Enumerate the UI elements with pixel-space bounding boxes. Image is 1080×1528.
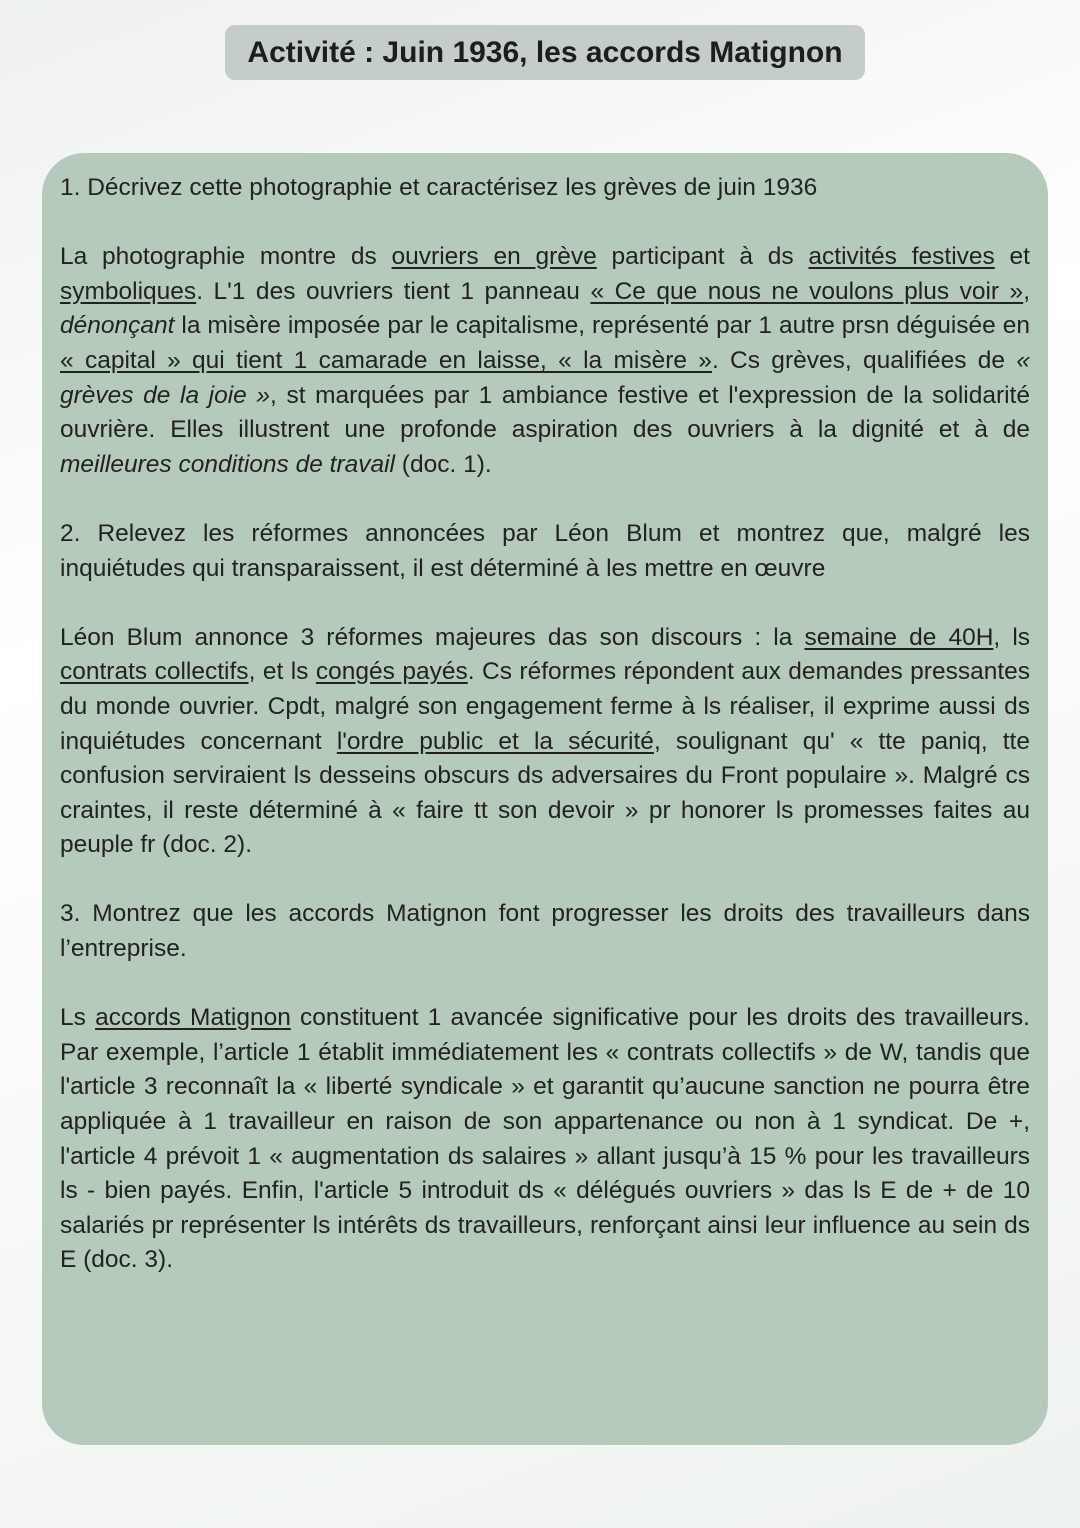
underlined-text: symboliques [60, 277, 197, 305]
answer-3 [60, 1001, 1030, 1278]
text-segment: La photographie montre ds [60, 243, 392, 271]
underlined-text: congés payés [315, 658, 468, 686]
text-segment: la misère imposée par le capitalisme, représenté par 1 autre prsn déguisée en [174, 312, 1030, 340]
question-2 [60, 517, 1030, 586]
underlined-text: ouvriers en grève [391, 243, 597, 271]
text-segment: 3. Montrez que les accords Matignon font progresser les droits des travailleurs dans l’entreprise. [60, 900, 1030, 963]
answer-content [60, 171, 1030, 1313]
text-segment: . Cs grèves, qualifiées de [711, 346, 1017, 374]
italic-text: « grèves de la joie » [60, 346, 1030, 409]
text-segment: , et ls [248, 658, 316, 686]
text-segment: constituent 1 avancée significative pour les droits des travailleurs. Par exemple, l’article 1 établit immédiatement les « contrats collectifs » de W, tandis que l'article 3 reconnaît la « liberté syndicale » et garantit qu’aucune sanction ne pourra être appliquée à 1 travailleur en raison de son appartenance ou non à 1 syndicat. De +, l'article 4 prévoit 1 « augmentation ds salaires » allant jusqu’à 15 % pour les travailleurs ls - bien payés. Enfin, l'article 5 introduit ds « délégués ouvriers » das ls E de + de 10 salariés pr représenter ls intérêts ds travailleurs, renforçant ainsi leur influence au sein ds E (doc. 3). [60, 1004, 1030, 1274]
underlined-text: semaine de 40H [804, 623, 994, 651]
text-segment: Ls [60, 1004, 96, 1032]
text-segment: 2. Relevez les réformes annoncées par Léon Blum et montrez que, malgré les inquiétudes qui transparaissent, il est déterminé à les mettre en œuvre [60, 519, 1030, 582]
text-segment: , soulignant qu' « tte paniq, tte confusion serviraient ls desseins obscurs ds adversaires du Front populaire ». Malgré cs craintes, il reste déterminé à « faire tt son devoir » pr honorer ls promesses faites au peuple fr (doc. 2). [60, 727, 1030, 859]
underlined-text: accords Matignon [95, 1004, 291, 1032]
text-segment: , ls [993, 623, 1031, 651]
answer-2 [60, 621, 1030, 863]
text-segment: (doc. 1). [395, 450, 492, 478]
text-segment: . Cs réformes répondent aux demandes pressantes du monde ouvrier. Cpdt, malgré son engagement ferme à ls réaliser, il exprime aussi ds inquiétudes concernant [60, 658, 1031, 755]
text-segment: . L'1 des ouvriers tient 1 panneau [196, 277, 591, 305]
underlined-text: « Ce que nous ne voulons plus voir » [590, 277, 1024, 305]
question-1 [60, 171, 1030, 206]
text-segment: , [1023, 277, 1030, 305]
text-segment: et [994, 243, 1030, 271]
answer-1 [60, 240, 1030, 482]
page-title: Activité : Juin 1936, les accords Matignon [225, 25, 865, 80]
text-segment: , st marquées par 1 ambiance festive et l'expression de la solidarité ouvrière. Elles illustrent une profonde aspiration des ouvriers à la dignité et à de [60, 381, 1030, 444]
answer-card [42, 153, 1048, 1445]
question-3 [60, 897, 1030, 966]
underlined-text: activités festives [808, 243, 995, 271]
underlined-text: « capital » qui tient 1 camarade en laisse, « la misère » [60, 346, 712, 374]
underlined-text: contrats collectifs [60, 658, 249, 686]
italic-text: dénonçant [60, 312, 175, 340]
text-segment: 1. Décrivez cette photographie et caractérisez les grèves de juin 1936 [60, 174, 818, 201]
text-segment: participant à ds [596, 243, 809, 271]
italic-text: meilleures conditions de travail [60, 450, 395, 478]
text-segment: Léon Blum annonce 3 réformes majeures das son discours : la [60, 623, 805, 651]
underlined-text: l'ordre public et la sécurité [336, 727, 654, 755]
